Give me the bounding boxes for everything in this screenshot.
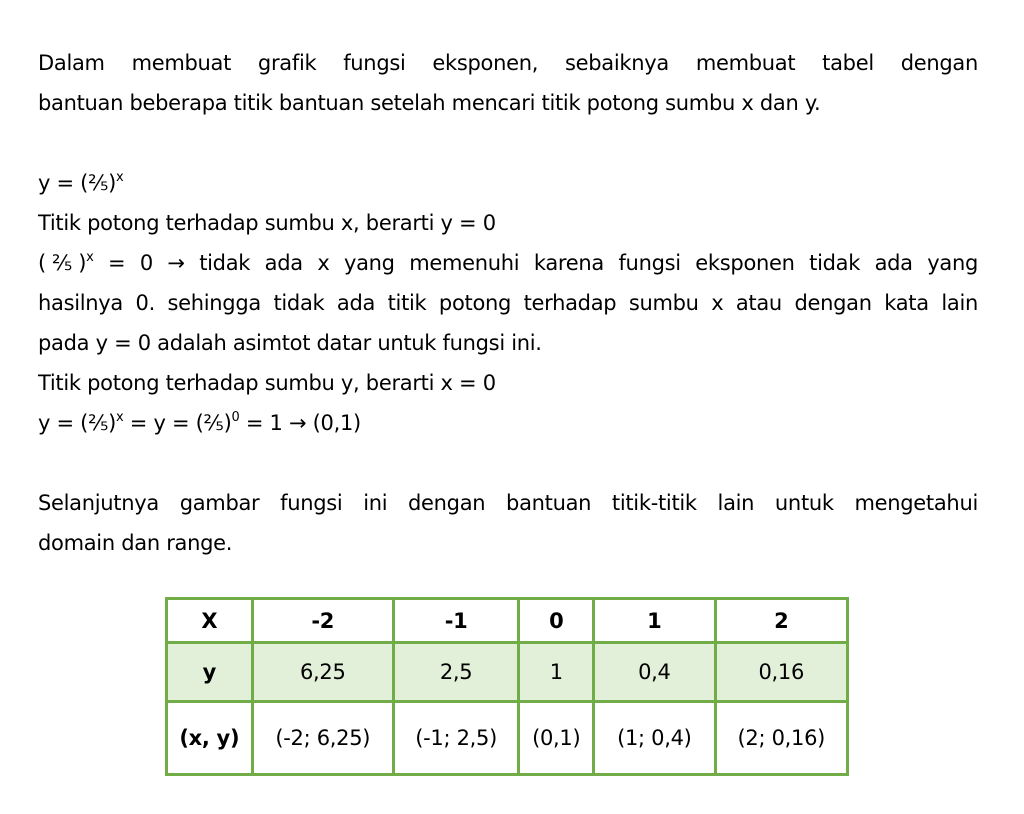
points-table (165, 597, 849, 776)
y-intercept-part-1: y = (⅖) (38, 411, 117, 435)
x-intercept-line-3: pada y = 0 adalah asimtot datar untuk fungsi ini. (38, 331, 542, 355)
document-body (38, 43, 978, 563)
table-cell-point: (2; 0,16) (715, 702, 847, 775)
function-equation (38, 163, 978, 203)
table-cell-y: 0,16 (715, 643, 847, 702)
x-intercept-line-1 (38, 243, 978, 283)
y-intercept-equation (38, 403, 978, 443)
table-cell-x: -1 (393, 599, 518, 643)
table-cell-y: 6,25 (252, 643, 393, 702)
next-line-1: Selanjutnya gambar fungsi ini dengan bantuan titik-titik lain untuk mengetahui (38, 491, 978, 515)
x-intercept-exponent: x (86, 250, 94, 265)
row-label-y: y (167, 643, 253, 702)
table-cell-y: 1 (519, 643, 594, 702)
table-cell-y: 0,4 (594, 643, 715, 702)
y-intercept-part-2: = y = (⅖) (123, 411, 232, 435)
table-cell-point: (0,1) (519, 702, 594, 775)
table-cell-point: (1; 0,4) (594, 702, 715, 775)
y-intercept-exponent-2: 0 (231, 410, 240, 425)
table-row-points (167, 702, 848, 775)
next-line-2: domain dan range. (38, 531, 233, 555)
y-intercept-heading: Titik potong terhadap sumbu y, berarti x = 0 (38, 371, 496, 395)
equation-exponent: x (116, 170, 124, 185)
x-intercept-rest: = 0 → tidak ada x yang memenuhi karena fungsi eksponen tidak ada yang (93, 251, 978, 275)
table-row-x (167, 599, 848, 643)
spacer (38, 443, 978, 483)
intro-line-2: bantuan beberapa titik bantuan setelah mencari titik potong sumbu x dan y. (38, 91, 821, 115)
x-intercept-line-2: hasilnya 0. sehingga tidak ada titik potong terhadap sumbu x atau dengan kata lain (38, 291, 978, 315)
y-intercept-part-3: = 1 → (0,1) (239, 411, 361, 435)
table-cell-point: (-1; 2,5) (393, 702, 518, 775)
table-row-y (167, 643, 848, 702)
table-cell-y: 2,5 (393, 643, 518, 702)
table-cell-x: 2 (715, 599, 847, 643)
x-intercept-heading: Titik potong terhadap sumbu x, berarti y = 0 (38, 211, 496, 235)
row-label-points: (x, y) (167, 702, 253, 775)
table-cell-x: -2 (252, 599, 393, 643)
table-cell-x: 0 (519, 599, 594, 643)
spacer (38, 123, 978, 163)
equation-base: y = (⅖) (38, 171, 117, 195)
table-cell-point: (-2; 6,25) (252, 702, 393, 775)
intro-line-1: Dalam membuat grafik fungsi eksponen, sebaiknya membuat tabel dengan (38, 51, 978, 75)
table-cell-x: 1 (594, 599, 715, 643)
row-label-x: X (167, 599, 253, 643)
x-intercept-base: (⅖) (38, 251, 87, 275)
y-intercept-exponent-1: x (116, 410, 124, 425)
